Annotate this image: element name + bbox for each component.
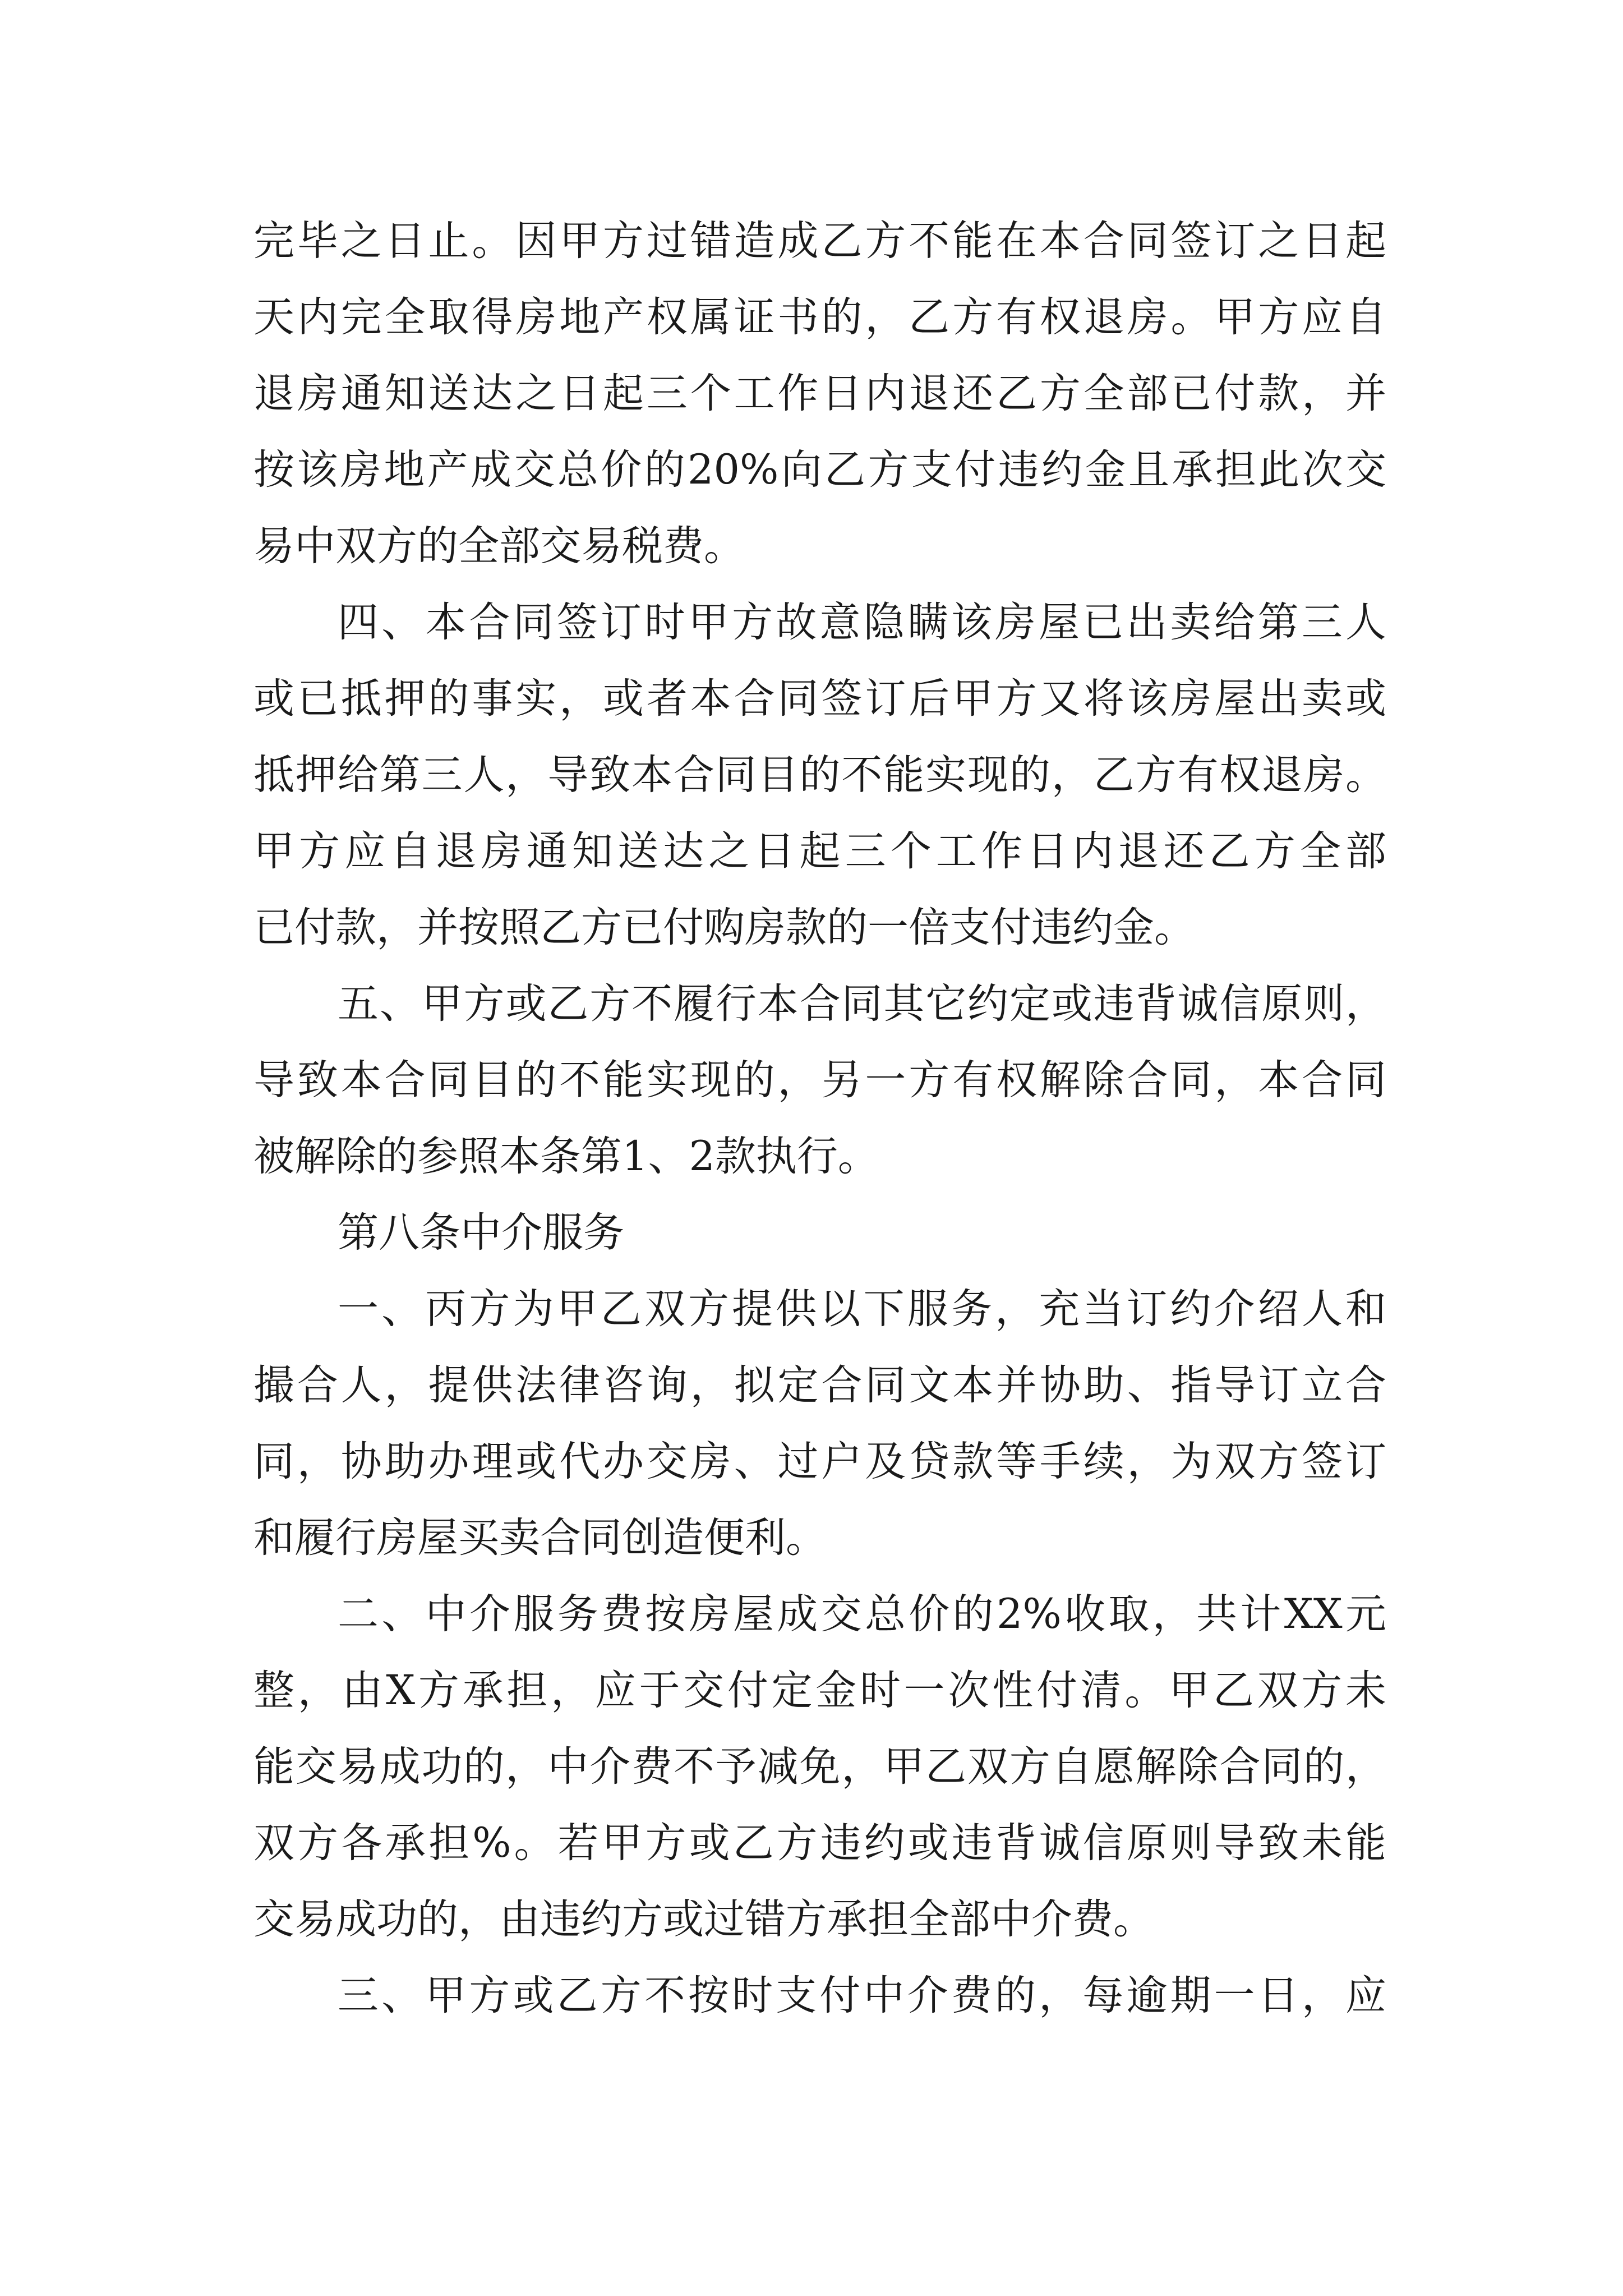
text-line: 和履行房屋买卖合同创造便利。 — [253, 1514, 827, 1562]
text-line: 导致本合同目的不能实现的，另一方有权解除合同，本合同 — [253, 1056, 1386, 1104]
text-line: 同，协助办理或代办交房、过户及贷款等手续，为双方签订 — [253, 1438, 1386, 1485]
text-line: 交易成功的，由违约方或过错方承担全部中介费。 — [253, 1895, 1154, 1943]
paragraph-first-line: 四、本合同签订时甲方故意隐瞒该房屋已出卖给第三人 — [338, 599, 1386, 646]
text-line: 能交易成功的，中介费不予减免，甲乙双方自愿解除合同的， — [253, 1743, 1386, 1791]
text-line: 易中双方的全部交易税费。 — [253, 522, 745, 570]
text-line: 天内完全取得房地产权属证书的，乙方有权退房。甲方应自 — [253, 293, 1386, 341]
paragraph-first-line: 五、甲方或乙方不履行本合同其它约定或违背诚信原则， — [338, 980, 1386, 1028]
text-line: 已付款，并按照乙方已付购房款的一倍支付违约金。 — [253, 904, 1195, 951]
text-line: 撮合人，提供法律咨询，拟定合同文本并协助、指导订立合 — [253, 1361, 1386, 1409]
text-line: 或已抵押的事实，或者本合同签订后甲方又将该房屋出卖或 — [253, 675, 1386, 723]
text-line: 按该房地产成交总价的20%向乙方支付违约金且承担此次交 — [253, 446, 1386, 494]
paragraph-first-line: 一、丙方为甲乙双方提供以下服务，充当订约介绍人和 — [338, 1285, 1386, 1333]
paragraph-first-line: 三、甲方或乙方不按时支付中介费的，每逾期一日，应 — [338, 1972, 1386, 2019]
text-line: 被解除的参照本条第1、2款执行。 — [253, 1133, 879, 1180]
text-line: 完毕之日止。因甲方过错造成乙方不能在本合同签订之日起 — [253, 217, 1386, 265]
text-line: 整，由X方承担，应于交付定金时一次性付清。甲乙双方未 — [253, 1667, 1386, 1714]
text-line: 甲方应自退房通知送达之日起三个工作日内退还乙方全部 — [253, 827, 1386, 875]
text-line: 双方各承担%。若甲方或乙方违约或违背诚信原则导致未能 — [253, 1819, 1386, 1867]
text-line: 退房通知送达之日起三个工作日内退还乙方全部已付款，并 — [253, 370, 1386, 417]
text-line: 抵押给第三人，导致本合同目的不能实现的，乙方有权退房。 — [253, 751, 1386, 799]
paragraph-first-line: 二、中介服务费按房屋成交总价的2%收取，共计XX元 — [338, 1590, 1386, 1638]
section-heading: 第八条中介服务 — [338, 1209, 624, 1257]
